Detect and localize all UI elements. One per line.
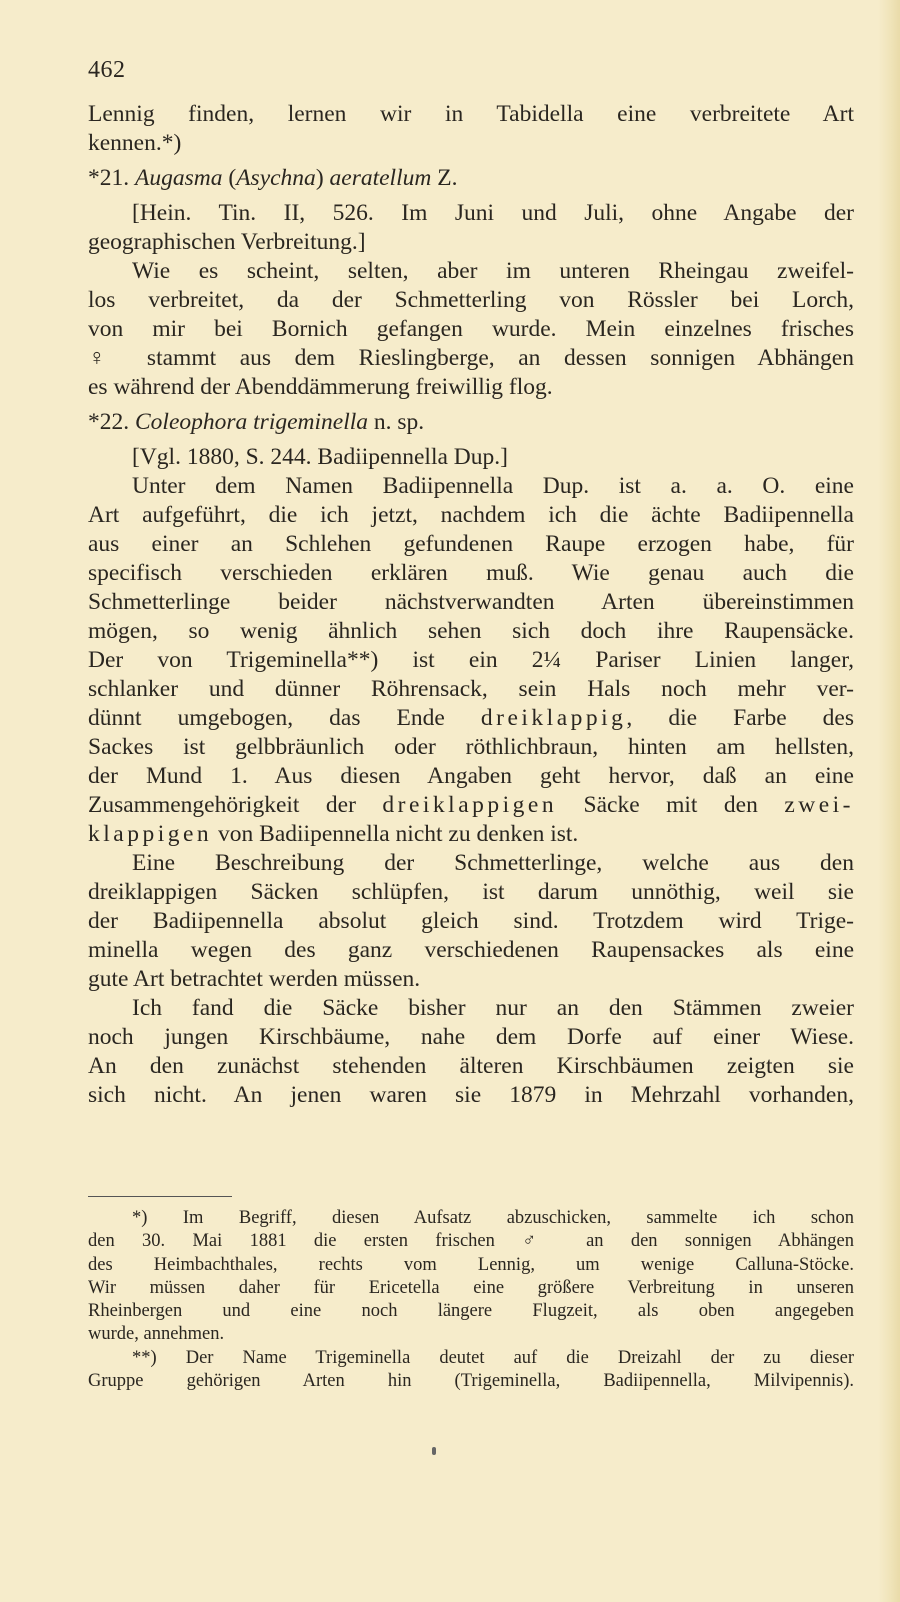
- text-line: der Badiipennella absolut gleich sind. Trotzdem wird Trige-: [88, 908, 854, 934]
- text-line: der Mund 1. Aus diesen Angaben geht hervor, daß an eine: [88, 763, 854, 789]
- text-line: dreiklappigen Säcken schlüpfen, ist darum unnöthig, weil sie: [88, 879, 854, 905]
- text-line: Eine Beschreibung der Schmetterlinge, welche aus den: [132, 850, 854, 876]
- text-line: [88, 791, 854, 820]
- paragraph: [88, 1207, 854, 1347]
- text-span: *21.: [88, 165, 135, 191]
- spaced-emphasis: klappigen: [88, 821, 213, 847]
- text-line: kennen.*): [88, 130, 182, 156]
- text-line: specifisch verschieden erklären muß. Wie genau auch die: [88, 560, 854, 586]
- text-line: noch jungen Kirschbäume, nahe dem Dorfe auf einer Wiese.: [88, 1024, 854, 1050]
- text-line: es während der Abenddämmerung freiwillig flog.: [88, 374, 553, 400]
- text-line: **) Der Name Trigeminella deutet auf die Dreizahl der zu dieser: [132, 1347, 854, 1368]
- paragraph: [88, 994, 854, 1110]
- text-line: [88, 408, 854, 437]
- text-span: Zusammengehörigkeit der: [88, 792, 383, 818]
- text-line: geographischen Verbreitung.]: [88, 229, 366, 255]
- text-line: des Heimbachthales, rechts vom Lennig, um wenige Calluna-Stöcke.: [88, 1254, 854, 1275]
- text-span: Säcke mit den: [557, 792, 785, 818]
- spaced-emphasis: zwei-: [784, 792, 854, 818]
- page-number: 462: [88, 57, 126, 83]
- text-span: Z.: [431, 165, 458, 191]
- page-edge-shadow: [878, 0, 900, 1602]
- text-line: An den zunächst stehenden älteren Kirschbäumen zeigten sie: [88, 1053, 854, 1079]
- section-heading: [88, 408, 854, 437]
- text-line: Rheinbergen und eine noch längere Flugzeit, als oben angegeben: [88, 1301, 854, 1322]
- text-span: von Badiipennella nicht zu denken ist.: [212, 821, 579, 847]
- text-line: den 30. Mai 1881 die ersten frischen ♂ an den sonnigen Abhängen: [88, 1231, 854, 1252]
- italic-text: aeratellum: [329, 165, 432, 191]
- text-span: *22.: [88, 409, 135, 435]
- spaced-emphasis: dreiklappigen: [382, 792, 558, 818]
- text-span: n. sp.: [368, 409, 425, 435]
- text-span: dünnt umgebogen, das Ende: [88, 705, 481, 731]
- italic-text: Augasma: [135, 165, 223, 191]
- paragraph: [88, 472, 854, 849]
- text-line: Wir müssen daher für Ericetella eine größere Verbreitung in unseren: [88, 1277, 854, 1298]
- text-line: [Vgl. 1880, S. 244. Badiipennella Dup.]: [132, 444, 508, 470]
- text-span: (: [222, 165, 237, 191]
- text-line: wurde, annehmen.: [88, 1324, 225, 1345]
- text-line: *) Im Begriff, diesen Aufsatz abzuschicken, sammelte ich schon: [132, 1208, 854, 1228]
- paragraph: [88, 443, 854, 472]
- text-line: aus einer an Schlehen gefundenen Raupe erzogen habe, für: [88, 531, 854, 557]
- text-line: mögen, so wenig ähnlich sehen sich doch ihre Raupensäcke.: [88, 618, 854, 644]
- text-line: von mir bei Bornich gefangen wurde. Mein einzelnes frisches: [88, 316, 854, 342]
- text-line: Schmetterlinge beider nächstverwandten Arten übereinstimmen: [88, 589, 854, 615]
- paragraph: [88, 257, 854, 402]
- text-line: [88, 704, 854, 733]
- footnotes: [88, 1207, 854, 1393]
- footnote-separator: [88, 1196, 232, 1197]
- paragraph: [88, 199, 854, 257]
- text-span: , die Farbe des: [626, 705, 855, 731]
- text-line: Sackes ist gelbbräunlich oder röthlichbraun, hinten am hellsten,: [88, 734, 854, 760]
- text-line: [Hein. Tin. II, 526. Im Juni und Juli, ohne Angabe der: [132, 200, 854, 226]
- text-line: gute Art betrachtet werden müssen.: [88, 966, 421, 992]
- paper-speck: [432, 1447, 436, 1455]
- text-line: sich nicht. An jenen waren sie 1879 in Mehrzahl vorhanden,: [88, 1082, 854, 1108]
- text-line: minella wegen des ganz verschiedenen Raupensackes als eine: [88, 937, 854, 963]
- text-line: schlanker und dünner Röhrensack, sein Hals noch mehr ver-: [88, 676, 854, 702]
- text-line: Der von Trigeminella**) ist ein 2¼ Pariser Linien langer,: [88, 647, 854, 673]
- text-span: ): [315, 165, 330, 191]
- text-line: Art aufgeführt, die ich jetzt, nachdem ich die ächte Badiipennella: [88, 502, 854, 528]
- paragraph: [88, 100, 854, 158]
- section-heading: [88, 164, 854, 193]
- italic-text: Coleophora trigeminella: [135, 409, 369, 435]
- paragraph: [88, 849, 854, 994]
- text-line: Unter dem Namen Badiipennella Dup. ist a. a. O. eine: [132, 473, 854, 499]
- italic-text: Asychna: [236, 165, 316, 191]
- text-line: [88, 820, 854, 849]
- paragraph: [88, 1347, 854, 1394]
- spaced-emphasis: dreiklappig: [480, 705, 627, 731]
- text-line: Gruppe gehörigen Arten hin (Trigeminella, Badiipennella, Milvipennis).: [88, 1371, 854, 1392]
- text-line: [88, 164, 854, 193]
- text-line: los verbreitet, da der Schmetterling von Rössler bei Lorch,: [88, 287, 854, 313]
- text-line: Wie es scheint, selten, aber im unteren Rheingau zweifel-: [132, 258, 854, 284]
- text-line: Ich fand die Säcke bisher nur an den Stämmen zweier: [132, 995, 854, 1021]
- text-line: Lennig finden, lernen wir in Tabidella eine verbreitete Art: [88, 101, 854, 127]
- main-text: [88, 100, 854, 1110]
- text-line: ♀ stammt aus dem Rieslingberge, an dessen sonnigen Abhängen: [88, 345, 854, 371]
